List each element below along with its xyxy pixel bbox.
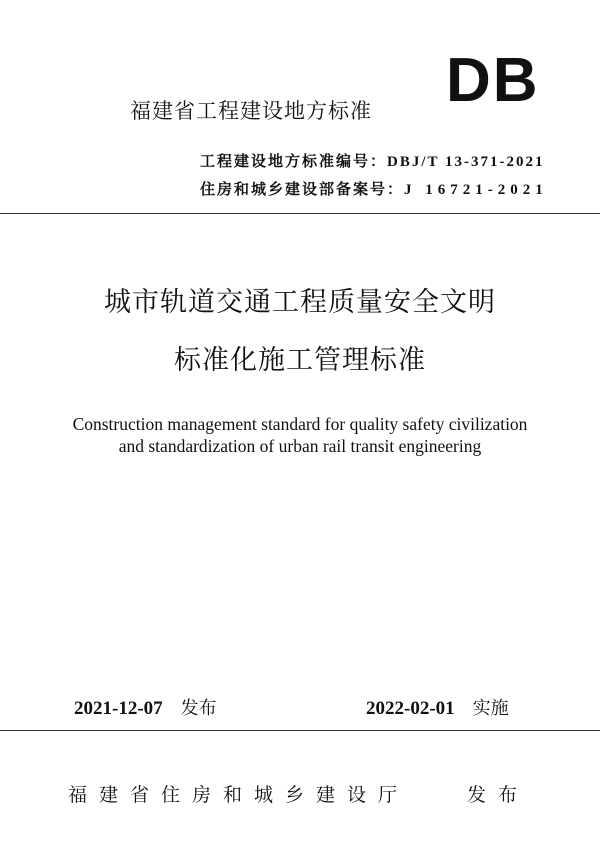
title-cn-line2: 标准化施工管理标准 xyxy=(174,345,426,376)
issuing-authority: 福建省住房和城乡建设厅 xyxy=(68,784,410,806)
bottom-divider xyxy=(0,730,600,731)
issue-date: 2021-12-07 xyxy=(74,698,163,719)
implement-date-group xyxy=(366,694,509,720)
record-number-label: 住房和城乡建设部备案号： xyxy=(200,180,405,198)
title-en: Construction management standard for quality safety civilization and standardization of urban rail transit engineering xyxy=(72,414,528,456)
implement-label: 实施 xyxy=(472,698,509,719)
standard-number-value: DBJ/T 13-371-2021 xyxy=(387,154,545,170)
publish-label: 发布 xyxy=(467,784,530,806)
title-cn-line1: 城市轨道交通工程质量安全文明 xyxy=(104,287,496,318)
issue-date-group xyxy=(74,694,217,720)
record-number-row xyxy=(200,178,548,199)
top-divider xyxy=(0,213,600,214)
standard-number-row xyxy=(200,150,545,171)
implement-date: 2022-02-01 xyxy=(366,698,455,719)
db-logo: DB xyxy=(446,46,540,115)
standard-number-label: 工程建设地方标准编号： xyxy=(200,152,388,170)
issuer-line: 福建省工程建设地方标准 xyxy=(130,99,372,123)
issue-label: 发布 xyxy=(180,698,217,719)
record-number-value: J 16721-2021 xyxy=(404,182,548,198)
